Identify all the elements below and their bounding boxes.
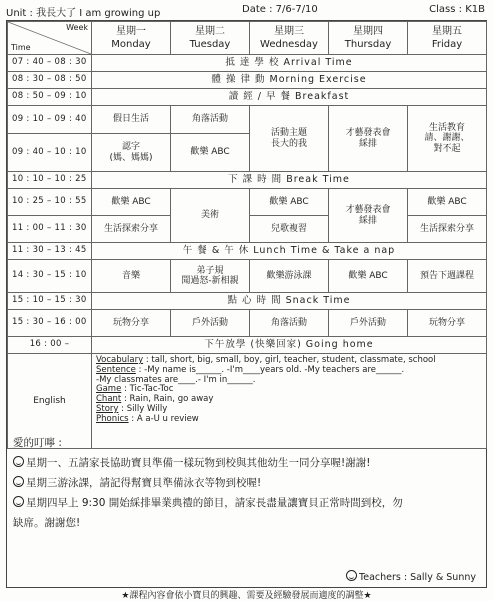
mon-1025-cell: 歡樂 ABC: [92, 189, 171, 216]
row-exercise: [8, 72, 487, 89]
time-cell: 15 : 10 – 15 : 30: [8, 293, 92, 310]
class-name: Class : K1B: [429, 4, 485, 15]
story-line: Story : Silly Willy: [96, 403, 168, 414]
date-range: Date : 7/6-7/10: [242, 4, 318, 15]
time-cell: 09 : 40 – 10 : 10: [8, 134, 92, 172]
morning-exercise: 體 操 律 動 Morning Exercise: [92, 72, 487, 89]
row-0910: [8, 106, 487, 134]
arrival-time: 抵 達 學 校 Arrival Time: [92, 55, 487, 72]
row-arrival: [8, 55, 487, 72]
sentence-line-2: -My classmates are____.- I'm in______.: [96, 374, 256, 385]
note-2: 星期三游泳課，請記得幫寶貝準備泳衣等物到校喔!: [13, 473, 478, 493]
time-cell: 09 : 10 – 09 : 40: [8, 106, 92, 134]
snack-time: 點 心 時 間 Snack Time: [92, 293, 487, 310]
time-cell: 10 : 10 – 10 : 25: [8, 172, 92, 189]
breakfast: 讀 經 / 早 餐 Breakfast: [92, 89, 487, 106]
fri-1430-cell: 預告下週課程: [408, 260, 487, 293]
weekly-schedule-table: [7, 21, 487, 449]
time-cell: 14 : 30 – 15 : 10: [8, 260, 92, 293]
row-lunch: [8, 243, 487, 260]
fri-1530-cell: 玩物分享: [408, 310, 487, 337]
time-cell: 08 : 50 – 09 : 10: [8, 89, 92, 106]
fri-life-education-cell: 生活教育 請、謝謝、 對不起: [408, 106, 487, 172]
wed-theme-cell: 活動主題 長大的我: [250, 106, 329, 172]
day-wednesday: 星期三 Wednesday: [250, 22, 329, 55]
day-monday: 星期一 Monday: [92, 22, 171, 55]
notes-greeting: 愛的叮嚀 :: [13, 437, 62, 449]
lunch-time: 午 餐 & 午 休 Lunch Time & Take a nap: [92, 243, 487, 260]
note-1: 星期一、五請家長協助寶貝準備一樣玩物到校與其他幼生一同分享喔!謝謝!: [13, 453, 478, 473]
tue-1430-cell: 弟子規 聞過怒-新相親: [171, 260, 250, 293]
row-1530: [8, 310, 487, 337]
time-cell: 15 : 30 – 16 : 00: [8, 310, 92, 337]
schedule-sheet: [6, 20, 487, 588]
mon-1530-cell: 玩物分享: [92, 310, 171, 337]
mon-0910-cell: 假日生活: [92, 106, 171, 134]
tue-1530-cell: 戶外活動: [171, 310, 250, 337]
mon-1100-cell: 生活探索分享: [92, 216, 171, 243]
fri-1100-cell: 生活探索分享: [408, 216, 487, 243]
wed-1100-cell: 兒歌複習: [250, 216, 329, 243]
note-3: 星期四早上 9:30 開始綵排畢業典禮的節目，請家長盡量讓寶貝正常時間到校，勿: [13, 493, 478, 513]
english-label: English: [8, 354, 92, 449]
row-break: [8, 172, 487, 189]
row-snack: [8, 293, 487, 310]
game-line: Game : Tic-Tac-Toc: [96, 384, 174, 395]
row-home: [8, 337, 487, 354]
document-header: [0, 0, 493, 20]
day-tuesday: 星期二 Tuesday: [171, 22, 250, 55]
time-cell: 16 : 00 –: [8, 337, 92, 354]
time-cell: 07 : 40 – 08 : 30: [8, 55, 92, 72]
time-cell: 11 : 00 – 11 : 30: [8, 216, 92, 243]
teachers-signature: Teachers : Sally & Sunny: [346, 570, 476, 583]
going-home: 下午放學 (快樂回家) Going home: [92, 337, 487, 354]
time-cell: 11 : 30 – 13 : 45: [8, 243, 92, 260]
smiley-icon: [346, 570, 357, 581]
day-friday: 星期五 Friday: [408, 22, 487, 55]
tue-0940-cell: 歡樂 ABC: [171, 134, 250, 172]
footer-note: ★課程內容會依小寶貝的興趣、需要及經驗發展而適度的調整★: [121, 591, 372, 601]
fri-1025-cell: 歡樂 ABC: [408, 189, 487, 216]
note-3-cont: 缺席。謝謝您!: [13, 517, 81, 529]
phonics-line: Phonics : A a-U u review: [96, 413, 199, 424]
day-thursday: 星期四 Thursday: [329, 22, 408, 55]
mon-0940-cell: 認字 (媽、媽媽): [92, 134, 171, 172]
wed-1430-cell: 歡樂游泳課: [250, 260, 329, 293]
sentence-line: Sentence : -My name is______. -I'm____years old. -My teachers are______.: [96, 364, 405, 375]
vocabulary-line: Vocabulary : tall, short, big, small, boy, girl, teacher, student, classmate, school: [96, 355, 436, 365]
thu-1530-cell: 戶外活動: [329, 310, 408, 337]
thu-rehearsal-cell-2: 才藝發表會 綵排: [329, 189, 408, 243]
week-label: Week: [66, 23, 88, 32]
thu-rehearsal-cell: 才藝發表會 綵排: [329, 106, 408, 172]
mon-1430-cell: 音樂: [92, 260, 171, 293]
wed-1530-cell: 角落活動: [250, 310, 329, 337]
day-header-row: [8, 22, 487, 55]
row-1025: [8, 189, 487, 216]
tue-art-cell: 美術: [171, 189, 250, 243]
parent-notes: [13, 433, 478, 533]
time-label: Time: [11, 42, 31, 52]
row-1430: [8, 260, 487, 293]
smiley-icon: [13, 456, 24, 467]
thu-1430-cell: 歡樂 ABC: [329, 260, 408, 293]
time-cell: 08 : 30 – 08 : 50: [8, 72, 92, 89]
smiley-icon: [13, 496, 24, 507]
break-time: 下 課 時 間 Break Time: [92, 172, 487, 189]
time-cell: 10 : 25 – 10 : 55: [8, 189, 92, 216]
tue-0910-cell: 角落活動: [171, 106, 250, 134]
chant-line: Chant : Rain, Rain, go away: [96, 394, 214, 405]
smiley-icon: [13, 476, 24, 487]
row-breakfast: [8, 89, 487, 106]
unit-title: Unit : 我長大了 I am growing up: [6, 8, 161, 19]
week-time-corner: [8, 22, 92, 55]
wed-1025-cell: 歡樂 ABC: [250, 189, 329, 216]
